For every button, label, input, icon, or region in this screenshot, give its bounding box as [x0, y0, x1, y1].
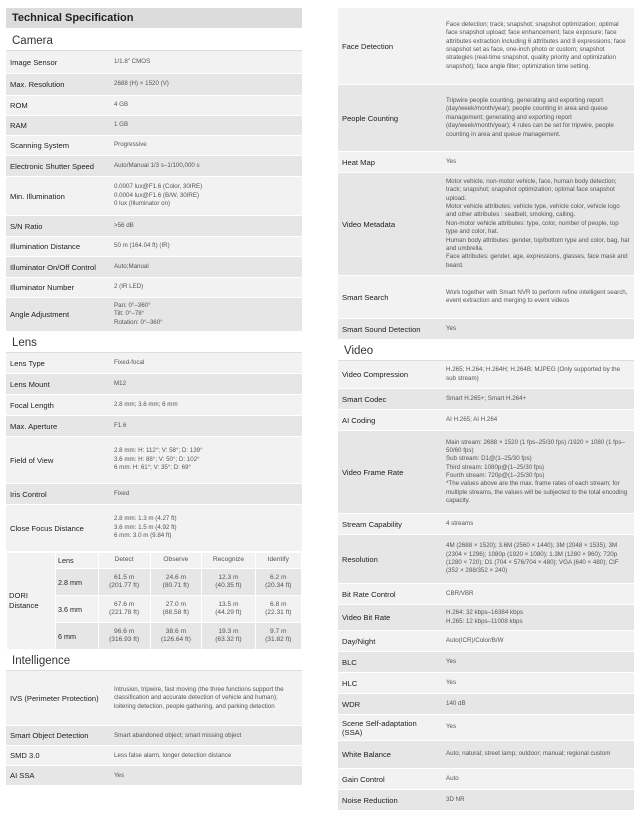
- dori-header-recognize: Recognize: [202, 553, 255, 569]
- spec-row-lens-type: [6, 353, 302, 374]
- dori-recognize: 13.5 m (44.29 ft): [202, 596, 255, 623]
- right-column: [338, 8, 634, 811]
- spec-value: 1/1.8" CMOS: [114, 57, 151, 65]
- spec-row-wdr: [338, 694, 634, 715]
- spec-row-smart-codec: [338, 389, 634, 410]
- spec-row-angle-adjustment: [6, 298, 302, 332]
- spec-row-rom: [6, 96, 302, 116]
- spec-row-smart-search: [338, 276, 634, 319]
- spec-value: M12: [114, 379, 127, 387]
- dori-lens: 6 mm: [56, 623, 99, 650]
- spec-label: HLC: [342, 678, 358, 688]
- spec-label: Scanning System: [10, 141, 70, 150]
- spec-row-scanning-system: [6, 136, 302, 156]
- spec-label: Close Focus Distance: [10, 523, 84, 533]
- lens-spec-table: [6, 353, 302, 552]
- spec-label: Focal Length: [10, 400, 54, 410]
- spec-row-ai-ssa: [6, 766, 302, 786]
- spec-label: Smart Object Detection: [10, 731, 89, 741]
- dori-detect: 67.6 m (221.78 ft): [98, 596, 150, 623]
- page-title: Technical Specification: [6, 8, 302, 28]
- spec-row-hlc: [338, 673, 634, 694]
- spec-label: Max. Resolution: [10, 80, 65, 89]
- spec-value: 3D NR: [446, 795, 465, 803]
- spec-label: ROM: [10, 101, 28, 110]
- spec-row-max-aperture: [6, 416, 302, 437]
- spec-label: Scene Self-adaptation (SSA): [342, 718, 417, 737]
- spec-row-illumination-distance: [6, 237, 302, 257]
- spec-row-white-balance: [338, 741, 634, 769]
- spec-value: 50 m (164.04 ft) (IR): [114, 242, 170, 250]
- dori-observe: 38.6 m (126.64 ft): [150, 623, 202, 650]
- spec-value: 2.8 mm: H: 112°; V: 58°; D: 139° 3.6 mm: H: 88°; V: 50°; D: 102° 6 mm: H: 61°; V: 35°; D: 69°: [114, 447, 203, 472]
- spec-value: H.264: 32 kbps–16384 kbps H.265: 12 kbps–11008 kbps: [446, 609, 524, 625]
- spec-label: Video Frame Rate: [342, 467, 404, 477]
- spec-value: Progressive: [114, 141, 147, 149]
- dori-detect: 61.5 m (201.77 ft): [98, 569, 150, 596]
- spec-label: People Counting: [342, 113, 399, 123]
- spec-row-video-metadata: [338, 173, 634, 276]
- spec-value: 2 (IR LED): [114, 283, 144, 291]
- dori-lens: 2.8 mm: [56, 569, 99, 596]
- spec-row-video-compression: [338, 361, 634, 389]
- spec-label: Face Detection: [342, 41, 394, 51]
- dori-header-observe: Observe: [150, 553, 202, 569]
- spec-row-smd-3-0: [6, 746, 302, 766]
- spec-value: 4 GB: [114, 101, 129, 109]
- spec-row-stream-capability: [338, 514, 634, 535]
- spec-value: Auto; natural; street lamp; outdoor; manual; regional custom: [446, 750, 611, 758]
- spec-value: Main stream: 2688 × 1520 (1 fps–25/30 fps) /1920 × 1080 (1 fps–50/60 fps) Sub stream: D1@(1–25/30 fps) Third stream: 1080p@(1–25/30 fps) Fourth stream: 720p@(1–25/30 fps) *The values above are the max. frame rates of each stream; for multiple streams, the values will be subjected to the total encoding capacity.: [446, 438, 628, 505]
- spec-row-s-n-ratio: [6, 216, 302, 237]
- spec-value: Yes: [446, 678, 457, 686]
- spec-label: Resolution: [342, 554, 378, 564]
- spec-label: RAM: [10, 121, 27, 130]
- spec-row-resolution: [338, 535, 634, 584]
- spec-label: S/N Ratio: [10, 221, 43, 231]
- spec-label: IVS (Perimeter Protection): [10, 693, 99, 703]
- spec-row-close-focus-distance: [6, 505, 302, 552]
- spec-label: Smart Search: [342, 292, 389, 302]
- spec-label: Illuminator Number: [10, 283, 75, 292]
- spec-value: Yes: [446, 657, 457, 665]
- spec-row-gain-control: [338, 769, 634, 790]
- section-heading-lens: Lens: [6, 332, 302, 353]
- spec-value: Fixed-focal: [114, 358, 145, 366]
- dori-detect: 96.6 m (316.93 ft): [98, 623, 150, 650]
- spec-label: Iris Control: [10, 489, 47, 499]
- spec-label: Image Sensor: [10, 57, 58, 67]
- section-heading-camera: Camera: [6, 30, 302, 51]
- smart-features-spec-table: [338, 8, 634, 340]
- camera-spec-table: [6, 51, 302, 332]
- spec-row-bit-rate-control: [338, 584, 634, 605]
- dori-lens: 3.6 mm: [56, 596, 99, 623]
- spec-value: AI H.265; AI H.264: [446, 415, 498, 423]
- spec-label: Video Bit Rate: [342, 613, 391, 622]
- spec-value: Yes: [446, 157, 457, 165]
- spec-label: Day/Night: [342, 636, 376, 646]
- spec-label: AI SSA: [10, 771, 35, 781]
- spec-value: Smart H.265+; Smart H.264+: [446, 394, 527, 402]
- spec-row-min-illumination: [6, 177, 302, 216]
- spec-row-people-counting: [338, 85, 634, 152]
- spec-value: 2688 (H) × 1520 (V): [114, 80, 169, 88]
- spec-value: H.265; H.264; H.264H; H.264B; MJPEG (Only supported by the sub stream): [446, 366, 621, 382]
- spec-value: Auto/Manual 1/3 s–1/100,000 s: [114, 161, 200, 169]
- spec-value: 4M (2688 × 1520); 3.6M (2560 × 1440); 3M (2048 × 1535); 3M (2304 × 1296); 1080p (1920 × 1080); 1.3M (1280 × 960); 720p (1280 × 720); D1 (704 × 576/704 × 480); VGA (640 × 480); CIF (352 × 288/352 × 240): [446, 542, 619, 575]
- spec-value: 140 dB: [446, 699, 466, 707]
- spec-value: Face detection; track; snapshot; snapshot optimization; optimal face snapshot upload; face enhancement; face exposure; face attributes extraction including 6 attributes and 8 expressions; face snapshot set as face, one-inch photo or custom; snapshot strategies (real-time snapshot, quality priority and optimization snapshot); face angle filter; optimization time setting.: [446, 20, 626, 70]
- spec-label: AI Coding: [342, 415, 376, 425]
- spec-value: Intrusion, tripwire, fast moving (the three functions support the classification and accurate detection of vehicle and human); loitering detection, people gathering, and parking detection: [114, 685, 284, 710]
- spec-value: Yes: [446, 723, 457, 731]
- dori-recognize: 12.3 m (40.35 ft): [202, 569, 255, 596]
- spec-row-electronic-shutter-speed: [6, 156, 302, 177]
- dori-observe: 27.0 m (88.58 ft): [150, 596, 202, 623]
- spec-value: 1 GB: [114, 121, 129, 129]
- spec-row-focal-length: [6, 395, 302, 416]
- spec-label: Video Compression: [342, 370, 409, 379]
- spec-label: SMD 3.0: [10, 751, 40, 761]
- spec-label: Min. Illumination: [10, 191, 65, 201]
- dori-header-lens: Lens: [56, 553, 99, 569]
- spec-value: 4 streams: [446, 519, 474, 527]
- spec-label: Bit Rate Control: [342, 589, 396, 599]
- intelligence-spec-table: [6, 671, 302, 786]
- spec-label: Video Metadata: [342, 219, 396, 229]
- spec-row-lens-mount: [6, 374, 302, 395]
- spec-row-video-frame-rate: [338, 431, 634, 514]
- dori-observe: 24.6 m (80.71 ft): [150, 569, 202, 596]
- spec-value: 2.8 mm: 1.3 m (4.27 ft) 3.6 mm: 1.5 m (4.92 ft) 6 mm: 3.0 m (9.84 ft): [114, 515, 177, 540]
- section-heading-intelligence: Intelligence: [6, 650, 302, 671]
- spec-row-illuminator-number: [6, 278, 302, 298]
- spec-value: Work together with Smart NVR to perform refine intelligent search, event extraction and merging to event videos: [446, 288, 628, 304]
- video-spec-table: [338, 361, 634, 811]
- spec-value: >56 dB: [114, 221, 134, 229]
- spec-label: Angle Adjustment: [10, 310, 70, 319]
- spec-value: Tripwire people counting, generating and exporting report (day/week/month/year); people counting in area and queue management; generating and exporting report (day/week/month/year); 4 rules can be set for tripwire, people counting in area and queue management.: [446, 97, 614, 138]
- dori-header-detect: Detect: [98, 553, 150, 569]
- spec-value: Auto: [446, 774, 459, 782]
- spec-row-smart-object-detection: [6, 726, 302, 746]
- spec-value: Auto;Manual: [114, 262, 149, 270]
- spec-row-face-detection: [338, 8, 634, 85]
- spec-value: Motor vehicle, non-motor vehicle, face, human body detection; track; snapshot; snapshot optimization; optimal face snapshot upload. Motor vehicle attributes: vehicle type, vehicle color, vehicle logo and other attributes : seatbelt, smoking, calling. Non-motor vehicle attributes: type, color, number of people, top type and color, hat. Human body attributes: gender, top/bottom type and color, bag, hat and umbrella. Face attributes: gender, age, expressions, glasses, face mask and beard.: [446, 178, 630, 269]
- spec-value: CBR/VBR: [446, 589, 474, 597]
- spec-value: 2.8 mm; 3.6 mm; 6 mm: [114, 400, 178, 408]
- spec-row-day-night: [338, 631, 634, 652]
- spec-label: Smart Sound Detection: [342, 324, 421, 334]
- spec-value: 0.0007 lux@F1.6 (Color, 30IRE) 0.0004 lux@F1.6 (B/W, 30IRE) 0 lux (Illuminator on): [114, 183, 203, 208]
- spec-row-video-bit-rate: [338, 605, 634, 631]
- spec-label: Lens Mount: [10, 379, 50, 389]
- spec-row-ai-coding: [338, 410, 634, 431]
- spec-label: Noise Reduction: [342, 795, 398, 805]
- spec-row-iris-control: [6, 484, 302, 505]
- spec-row-illuminator-on-off-control: [6, 257, 302, 278]
- spec-label: Electronic Shutter Speed: [10, 161, 95, 171]
- spec-value: Pan: 0°–360° Tilt: 0°–78° Rotation: 0°–360°: [114, 301, 163, 326]
- spec-label: White Balance: [342, 750, 391, 759]
- spec-value: Less false alarm, longer detection distance: [114, 751, 232, 759]
- spec-label: Illumination Distance: [10, 242, 81, 251]
- left-column: [6, 8, 302, 786]
- spec-row-smart-sound-detection: [338, 319, 634, 340]
- dori-identify: 6.8 m (22.31 ft): [255, 596, 301, 623]
- spec-label: Illuminator On/Off Control: [10, 262, 96, 272]
- dori-identify: 6.2 m (20.34 ft): [255, 569, 301, 596]
- spec-row-ivs-perimeter-protection: [6, 671, 302, 726]
- spec-label: BLC: [342, 657, 357, 667]
- spec-row-image-sensor: [6, 51, 302, 74]
- spec-label: Gain Control: [342, 774, 385, 784]
- spec-label: Stream Capability: [342, 519, 402, 529]
- spec-label: Smart Codec: [342, 394, 387, 404]
- spec-label: Field of View: [10, 455, 54, 465]
- spec-row-ram: [6, 116, 302, 136]
- spec-label: Heat Map: [342, 157, 375, 167]
- spec-value: Smart abandoned object; smart missing object: [114, 731, 242, 739]
- spec-row-blc: [338, 652, 634, 673]
- dori-distance-table: [6, 552, 302, 650]
- spec-row-scene-self-adaptation-ssa: [338, 715, 634, 741]
- spec-value: F1.6: [114, 421, 127, 429]
- spec-label: Lens Type: [10, 358, 45, 368]
- spec-row-max-resolution: [6, 74, 302, 96]
- spec-row-field-of-view: [6, 437, 302, 484]
- spec-label: WDR: [342, 699, 361, 709]
- spec-value: Fixed: [114, 489, 130, 497]
- dori-header-identify: Identify: [255, 553, 301, 569]
- dori-label: DORI Distance: [7, 553, 56, 650]
- spec-label: Max. Aperture: [10, 421, 58, 431]
- dori-identify: 9.7 m (31.82 ft): [255, 623, 301, 650]
- spec-value: Yes: [114, 771, 125, 779]
- spec-row-heat-map: [338, 152, 634, 173]
- section-heading-video: Video: [338, 340, 634, 361]
- spec-row-noise-reduction: [338, 790, 634, 811]
- dori-recognize: 19.3 m (63.32 ft): [202, 623, 255, 650]
- spec-value: Auto(ICR)/Color/B/W: [446, 636, 504, 644]
- spec-value: Yes: [446, 324, 457, 332]
